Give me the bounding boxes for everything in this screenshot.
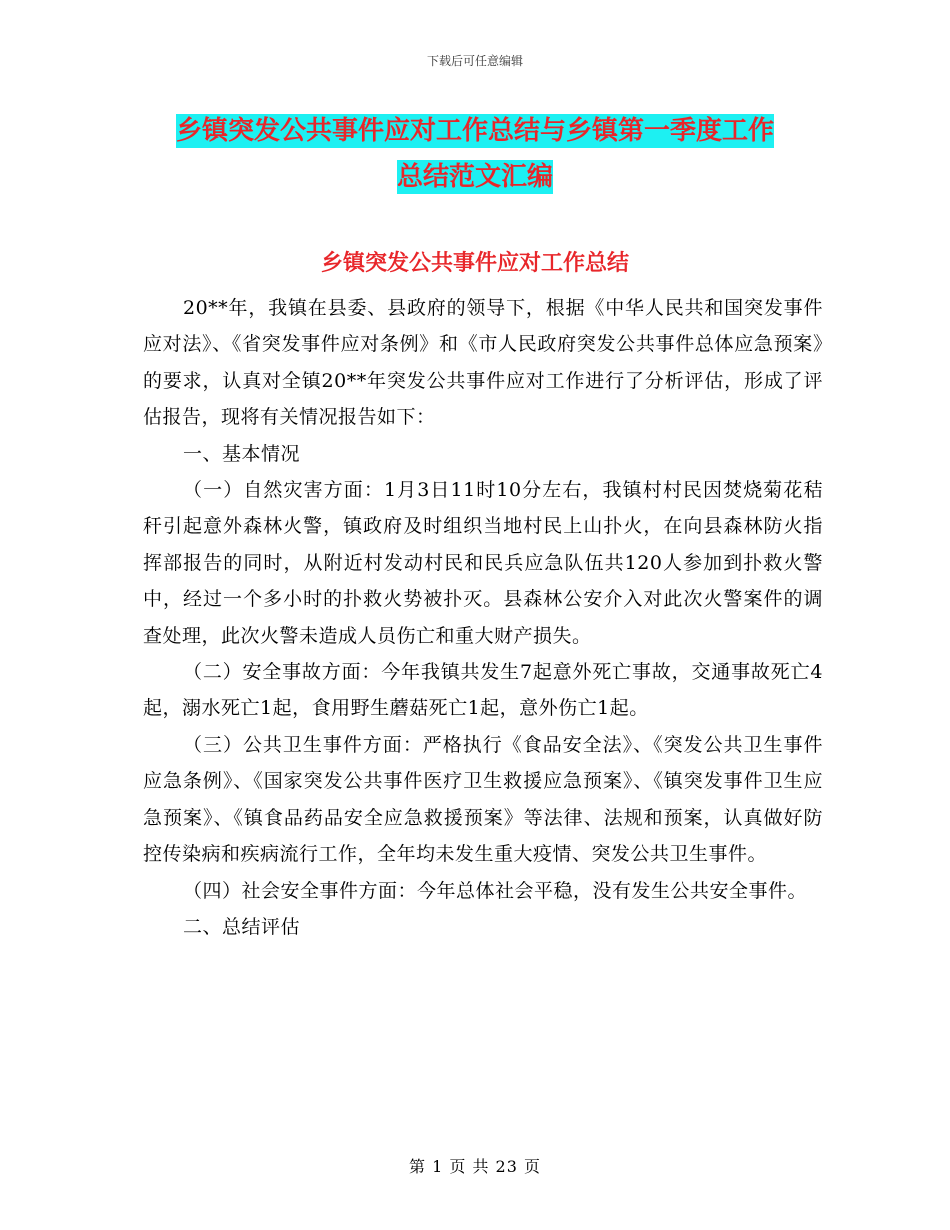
section-title: 乡镇突发公共事件应对工作总结 [320,251,629,276]
heading-summary-evaluation: 二、总结评估 [183,915,301,938]
paragraph-public-health: （三）公共卫生事件方面：严格执行《食品安全法》、《突发公共卫生事件应急条例》、《国家突发公共事件医疗卫生救援应急预案》、《镇突发事件卫生应急预案》、《镇食品药品安全应急救援预案》等法律、法规和预案，认真做好防控传染病和疾病流行工作，全年均未发生重大疫情、突发公共卫生事件。 [143,733,823,866]
paragraph-safety-accident: （二）安全事故方面：今年我镇共发生7起意外死亡事故，交通事故死亡4起，溺水死亡1起，食用野生蘑菇死亡1起，意外伤亡1起。 [143,661,823,720]
page-number-footer: 第 1 页 共 23 页 [409,1157,541,1176]
paragraph-social-security: （四）社会安全事件方面：今年总体社会平稳，没有发生公共安全事件。 [183,879,808,902]
heading-basic-situation: 一、基本情况 [183,442,301,465]
document-title-line-2: 总结范文汇编 [396,162,553,192]
document-title-line-1: 乡镇突发公共事件应对工作总结与乡镇第一季度工作 [175,116,774,146]
header-note: 下载后可任意编辑 [426,54,523,68]
paragraph-intro: 20**年，我镇在县委、县政府的领导下，根据《中华人民共和国突发事件应对法》、《省突发事件应对条例》和《市人民政府突发公共事件总体应急预案》的要求，认真对全镇20**年突发公共事件应对工作进行了分析评估，形成了评估报告，现将有关情况报告如下： [143,297,823,429]
body-text [143,290,823,945]
paragraph-natural-disaster: （一）自然灾害方面：1月3日11时10分左右，我镇村村民因焚烧菊花秸秆引起意外森林火警，镇政府及时组织当地村民上山扑火，在向县森林防火指挥部报告的同时，从附近村发动村民和民兵应急队伍共120人参加到扑救火警中，经过一个多小时的扑救火势被扑灭。县森林公安介入对此次火警案件的调查处理，此次火警未造成人员伤亡和重大财产损失。 [143,479,823,647]
document-title [0,108,950,200]
